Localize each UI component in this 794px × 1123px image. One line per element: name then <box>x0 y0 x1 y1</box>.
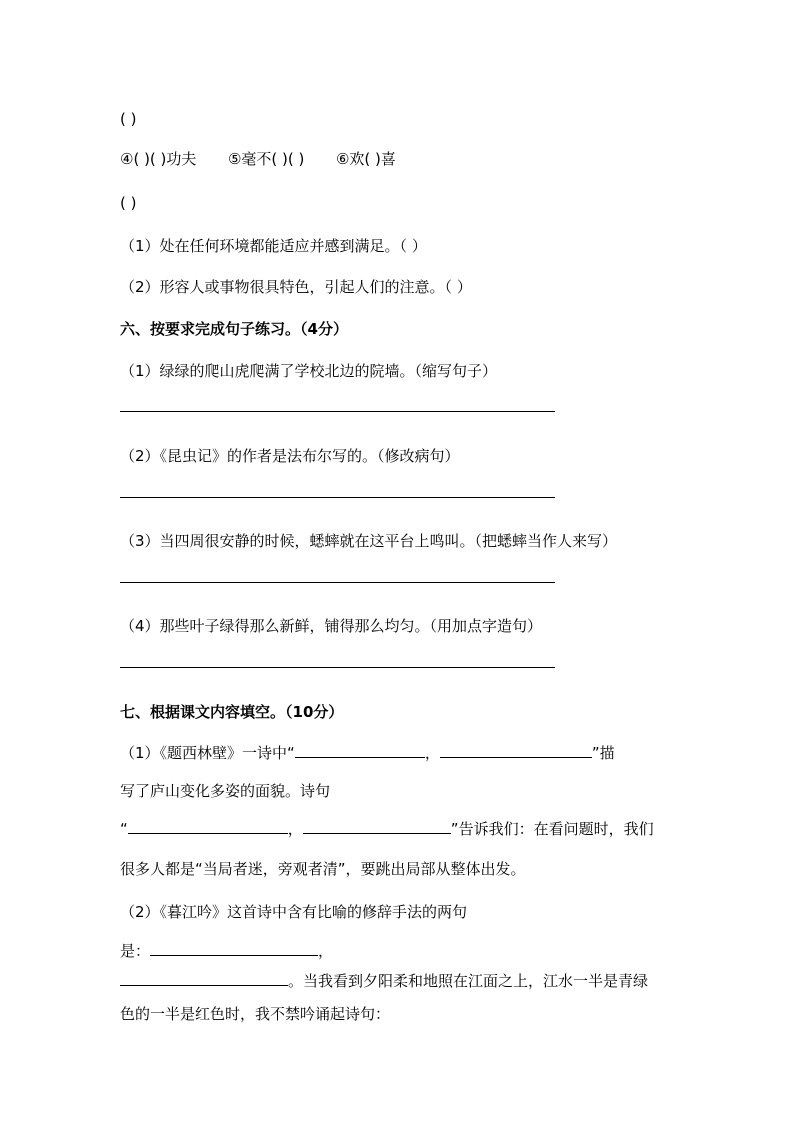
fill-blank-2[interactable] <box>440 742 592 758</box>
answer-line-1[interactable] <box>120 411 555 412</box>
fill-blank-4[interactable] <box>303 818 451 834</box>
idiom-item-5: ⑤毫不( )( ) <box>227 150 305 168</box>
section-6-question-3: （3）当四周很安静的时候，蟋蟀就在这平台上鸣叫。（把蟋蟀当作人来写） <box>120 532 618 550</box>
section-6-question-4: （4）那些叶子绿得那么新鲜，铺得那么均匀。（用加点字造句） <box>120 617 543 635</box>
section-7-question-1-line-3 <box>120 818 654 840</box>
comma: ， <box>424 744 440 762</box>
section-6-question-1: （1）绿绿的爬山虎爬满了学校北边的院墙。（缩写句子） <box>120 362 498 380</box>
comma: ， <box>318 942 334 960</box>
idiom-item-6: ⑥欢( )喜 <box>335 150 396 168</box>
definition-1: （1）处在任何环境都能适应并感到满足。（ ） <box>120 237 427 255</box>
question-1-prompt: （1）《题西林壁》一诗中“ <box>120 744 295 762</box>
section-7-question-1-line-1 <box>120 742 615 764</box>
answer-line-3[interactable] <box>120 582 555 583</box>
section-7-question-2-line-1: （2）《暮江吟》这首诗中含有比喻的修辞手法的两句 <box>120 903 468 921</box>
quote-close: ”描 <box>591 744 615 762</box>
section-7-question-1-line-4: 很多人都是“当局者迷，旁观者清”，要跳出局部从整体出发。 <box>120 860 526 878</box>
comma: ， <box>287 820 303 838</box>
definition-2: （2）形容人或事物很具特色，引起人们的注意。（ ） <box>120 278 472 296</box>
idiom-row-4-6 <box>120 148 396 170</box>
fill-blank-1[interactable] <box>295 742 425 758</box>
section-7-question-2-line-3 <box>120 970 648 992</box>
section-7-question-1-line-2: 写了庐山变化多姿的面貌。诗句 <box>120 782 331 800</box>
section-6-title: 六、按要求完成句子练习。（4分） <box>120 320 348 338</box>
section-6-question-2: （2）《昆虫记》的作者是法布尔写的。（修改病句） <box>120 447 460 465</box>
fill-blank-5[interactable] <box>150 940 318 956</box>
section-7-question-2-line-2 <box>120 940 333 962</box>
idiom-item-4: ④( )( )功夫 <box>120 150 197 168</box>
question-2-tail: 。当我看到夕阳柔和地照在江面之上，江水一半是青绿 <box>288 972 649 990</box>
fill-blank-6[interactable] <box>120 970 288 986</box>
fill-blank-3[interactable] <box>128 818 288 834</box>
answer-line-4[interactable] <box>120 667 555 668</box>
question-2-prefix: 是： <box>120 942 151 960</box>
answer-line-2[interactable] <box>120 497 555 498</box>
parenthesis-blank-a: ( ) <box>120 110 137 128</box>
question-1-tail: ”告诉我们：在看问题时，我们 <box>450 820 654 838</box>
section-7-question-2-line-4: 色的一半是红色时，我不禁吟诵起诗句： <box>120 1005 391 1023</box>
quote-open: “ <box>120 820 128 838</box>
section-7-title: 七、根据课文内容填空。（10分） <box>120 703 344 721</box>
parenthesis-blank-b: ( ) <box>120 194 137 212</box>
